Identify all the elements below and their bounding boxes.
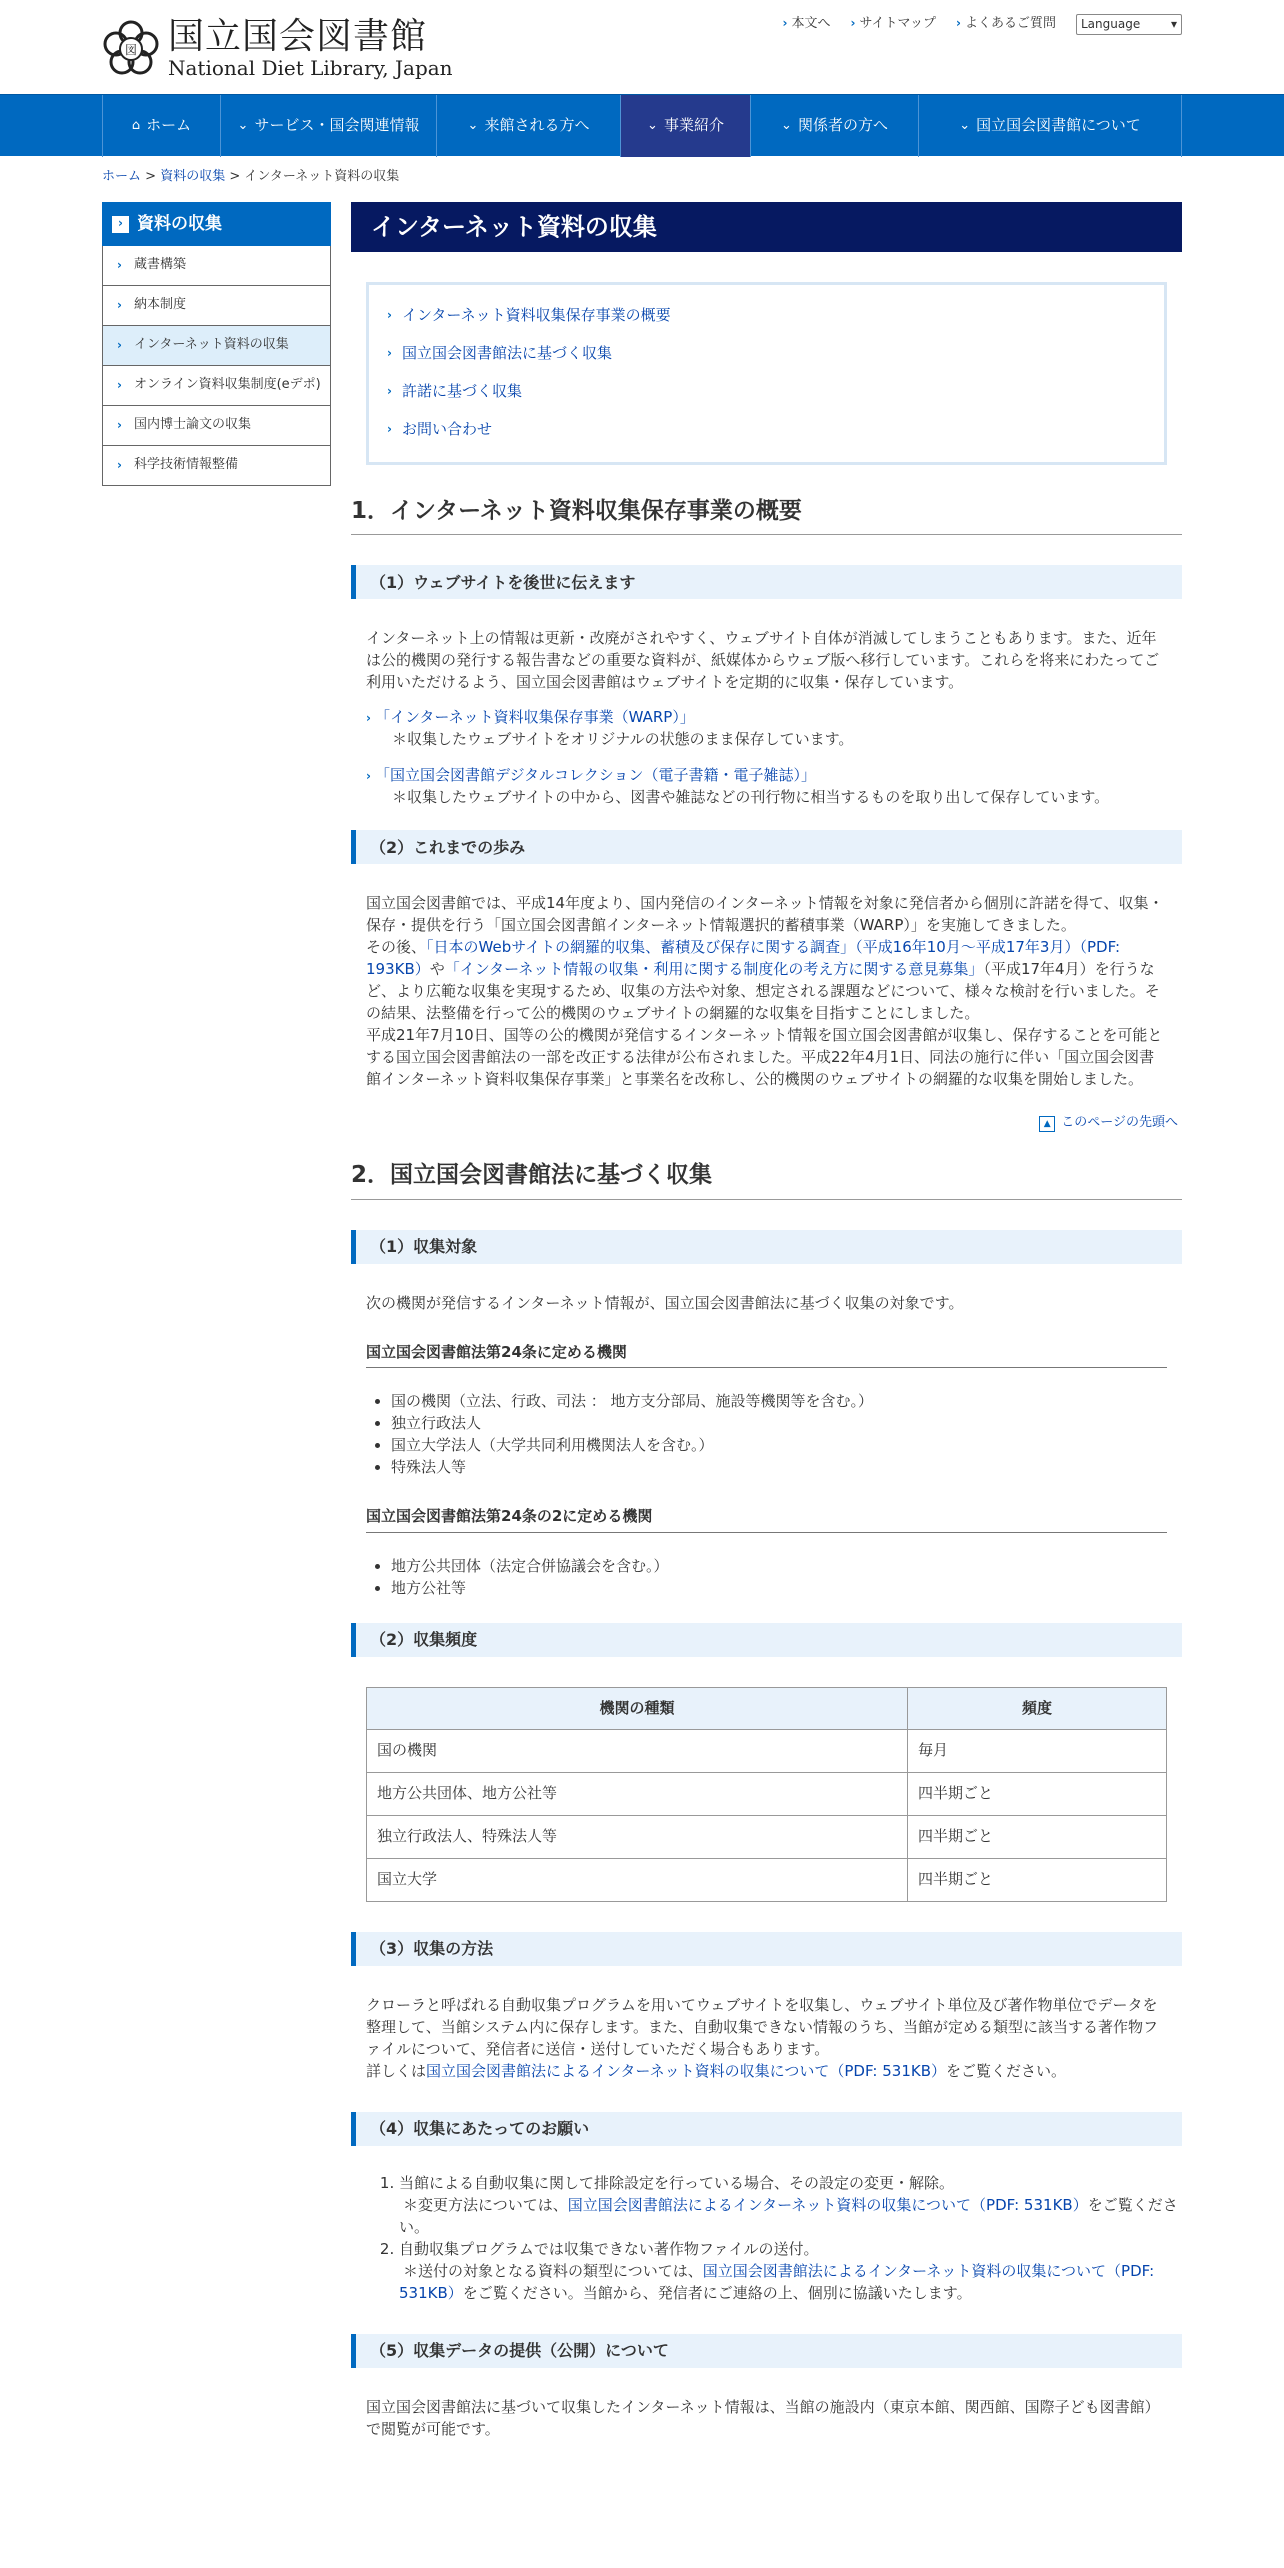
breadcrumb: ホーム > 資料の収集 > インターネット資料の収集 — [102, 169, 400, 184]
chevron-right-icon: › — [366, 711, 371, 726]
chevron-down-icon: ⌄ — [647, 117, 658, 133]
subsection-heading: （2）これまでの歩み — [351, 830, 1182, 864]
bullet-list — [391, 1390, 1182, 1478]
chevron-right-icon: › — [387, 384, 392, 399]
digital-collection-link[interactable]: 「国立国会図書館デジタルコレクション（電子書籍・電子雑誌）」 — [374, 765, 816, 784]
table-row: 国立大学 四半期ごと — [367, 1859, 1167, 1902]
link-list — [351, 707, 1182, 808]
sidebar-item-science[interactable]: › 科学技術情報整備 — [102, 446, 331, 486]
arrow-up-icon: ▲ — [1039, 1116, 1055, 1132]
frequency-table — [366, 1687, 1167, 1902]
language-select[interactable]: Language ▾ — [1076, 14, 1182, 35]
guide-pdf-link[interactable]: 国立国会図書館法によるインターネット資料の収集について（PDF: 531KB） — [399, 2262, 1155, 2303]
chevron-down-icon: ⌄ — [467, 117, 479, 133]
chevron-right-icon: › — [366, 768, 371, 783]
back-to-top[interactable]: ▲ このページの先頭へ — [351, 1114, 1182, 1133]
subsection-heading: （2）収集頻度 — [351, 1623, 1182, 1657]
public-comment-link[interactable]: 「インターネット情報の収集・利用に関する制度化の考え方に関する意見募集」 — [444, 960, 984, 979]
paragraph: 国立国会図書館では、平成14年度より、国内発信のインターネット情報を対象に発信者から個別に許諾を得て、収集・保存・提供を行う「国立国会図書館インターネット情報選択的蓄積事業（WARP）」を実施してきました。 その後、「日本のWebサイトの網羅的収集、蓄積及び保存に関する調査」（平成16年10月～平成17年3月）（PDF: 193KB）や「インターネット情報の収集・利用に関する制度化の考え方に関する意見募集」（平成17年4月）を行うなど、より広範な収集を実現するため、収集の方法や対象、想定される課題などについて、様々な検討を行いました。その結果、法整備を行って公的機関のウェブサイトの網羅的な収集を目指すことにしました。 平成21年7月10日、国等の公的機関が発信するインターネット情報を国立国会図書館が収集し、保存することを可能とする国立国会図書館法の一部を改正する法律が公布されました。平成22年4月1日、同法の施行に伴い「国立国会図書館インターネット資料収集保存事業」と事業名を改称し、公的機関のウェブサイトの網羅的な収集を開始しました。 — [366, 894, 1164, 1089]
sidebar-item-deposit[interactable]: › 納本制度 — [102, 286, 331, 326]
list-item: 2. 自動収集プログラムでは収集できない著作物ファイルの送付。 ＊送付の対象となる資料の類型については、国立国会図書館法によるインターネット資料の収集について（PDF: 531KB）をご覧ください。当館から、発信者にご連絡の上、個別に協議いたします。 — [399, 2238, 1182, 2304]
list-item: • 地方公共団体（法定合併協議会を含む。） — [391, 1555, 1182, 1577]
chevron-right-icon: › — [117, 377, 122, 392]
nav-services[interactable]: ⌄ サービス・国会関連情報 — [220, 95, 436, 157]
toc-item[interactable]: › インターネット資料収集保存事業の概要 — [387, 306, 671, 325]
table-row: 独立行政法人、特殊法人等 四半期ごと — [367, 1816, 1167, 1859]
minor-heading: 国立国会図書館法第24条の2に定める機関 — [351, 1506, 1182, 1533]
subsection-heading: （5）収集データの提供（公開）について — [351, 2334, 1182, 2368]
table-header: 機関の種類 — [367, 1688, 908, 1730]
bullet-list — [391, 1555, 1182, 1599]
nav-visitors[interactable]: ⌄ 来館される方へ — [436, 95, 620, 157]
util-link-main[interactable]: › 本文へ — [782, 16, 831, 32]
chevron-right-icon: › — [782, 16, 788, 31]
sidebar-item-collection[interactable]: › 蔵書構築 — [102, 246, 331, 286]
toc-item[interactable]: › お問い合わせ — [387, 420, 492, 439]
nav-about[interactable]: ⌄ 国立国会図書館について — [918, 95, 1182, 157]
chevron-right-icon: › — [387, 346, 392, 361]
util-link-sitemap[interactable]: › サイトマップ — [850, 16, 937, 32]
chevron-right-icon: › — [117, 457, 122, 472]
logo-flower-icon — [102, 20, 160, 78]
util-link-faq[interactable]: › よくあるご質問 — [956, 16, 1056, 32]
table-row: 国の機関 毎月 — [367, 1730, 1167, 1773]
sidebar — [102, 202, 331, 2440]
list-item: 1. 当館による自動収集に関して排除設定を行っている場合、その設定の変更・解除。 ＊変更方法については、国立国会図書館法によるインターネット資料の収集について（PDF: 531KB）をご覧ください。 — [399, 2172, 1182, 2238]
toc-item[interactable]: › 許諾に基づく収集 — [387, 382, 522, 401]
subsection-heading: （1）ウェブサイトを後世に伝えます — [351, 565, 1182, 599]
list-item: • 国の機関（立法、行政、司法 ： 地方支分部局、施設等機関等を含む。） — [391, 1390, 1182, 1412]
chevron-right-icon: › — [387, 422, 392, 437]
site-header — [0, 0, 1284, 94]
nav-home[interactable]: ⌂ ホーム — [102, 95, 220, 157]
home-icon: ⌂ — [131, 117, 141, 133]
subsection-heading: （3）収集の方法 — [351, 1932, 1182, 1966]
chevron-right-icon: › — [117, 257, 122, 272]
breadcrumb-parent[interactable]: 資料の収集 — [160, 169, 226, 184]
list-item: • 特殊法人等 — [391, 1456, 1182, 1478]
breadcrumb-current: インターネット資料の収集 — [244, 169, 400, 184]
subsection-heading: （4）収集にあたってのお願い — [351, 2112, 1182, 2146]
paragraph: クローラと呼ばれる自動収集プログラムを用いてウェブサイトを収集し、ウェブサイト単位及び著作物単位でデータを整理して、当館システム内に保存します。また、自動収集できない情報のうち、当館が定める類型に該当する著作物ファイルについて、発信者に送信・送付していただく場合もあります。 詳しくは国立国会図書館法によるインターネット資料の収集について（PDF: 531KB）をご覧ください。 — [366, 1996, 1159, 2081]
sidebar-item-theses[interactable]: › 国内博士論文の収集 — [102, 406, 331, 446]
svg-text:図: 図 — [124, 43, 138, 57]
chevron-right-icon: › — [112, 216, 129, 233]
warp-link[interactable]: 「インターネット資料収集保存事業（WARP）」 — [374, 708, 695, 727]
list-item: • 国立大学法人（大学共同利用機関法人を含む。） — [391, 1434, 1182, 1456]
nav-projects[interactable]: ⌄ 事業紹介 — [620, 95, 750, 157]
sidebar-item-internet[interactable]: › インターネット資料の収集 — [102, 326, 331, 366]
table-header: 頻度 — [908, 1688, 1167, 1730]
guide-pdf-link[interactable]: 国立国会図書館法によるインターネット資料の収集について（PDF: 531KB） — [567, 2196, 1088, 2215]
chevron-right-icon: › — [387, 308, 392, 323]
note: ＊収集したウェブサイトをオリジナルの状態のまま保存しています。 — [392, 730, 854, 749]
site-logo[interactable] — [102, 18, 453, 80]
sidebar-title[interactable]: › 資料の収集 — [102, 202, 331, 246]
sidebar-item-online[interactable]: › オンライン資料収集制度(eデポ) — [102, 366, 331, 406]
survey-pdf-link[interactable]: 「日本のWebサイトの網羅的収集、蓄積及び保存に関する調査」（平成16年10月～平成17年3月）（PDF: 193KB） — [366, 938, 1121, 979]
list-item: • 地方公社等 — [391, 1577, 1182, 1599]
minor-heading: 国立国会図書館法第24条に定める機関 — [351, 1342, 1182, 1369]
paragraph: インターネット上の情報は更新・改廃がされやすく、ウェブサイト自体が消滅してしまうこともあります。また、近年は公的機関の発行する報告書などの重要な資料が、紙媒体からウェブ版へ移行しています。これらを将来にわたってご利用いただけるよう、国立国会図書館はウェブサイトを定期的に収集・保存しています。 — [366, 629, 1160, 692]
logo-japanese: 国立国会図書館 — [168, 16, 428, 57]
list-item: • 独立行政法人 — [391, 1412, 1182, 1434]
chevron-right-icon: › — [117, 417, 122, 432]
subsection-heading: （1）収集対象 — [351, 1230, 1182, 1264]
chevron-down-icon: ⌄ — [237, 117, 249, 133]
page-title: インターネット資料の収集 — [351, 202, 1182, 252]
main-content — [351, 202, 1182, 2440]
chevron-down-icon: ⌄ — [959, 117, 971, 133]
chevron-right-icon: › — [956, 16, 961, 31]
chevron-down-icon: ⌄ — [781, 117, 792, 133]
guide-pdf-link[interactable]: 国立国会図書館法によるインターネット資料の収集について（PDF: 531KB） — [426, 2062, 947, 2081]
breadcrumb-home[interactable]: ホーム — [102, 169, 142, 184]
section-heading: 1．インターネット資料収集保存事業の概要 — [351, 495, 1182, 535]
paragraph: 次の機関が発信するインターネット情報が、国立国会図書館法に基づく収集の対象です。 — [366, 1293, 964, 1312]
chevron-right-icon: › — [117, 297, 122, 312]
chevron-right-icon: › — [117, 337, 122, 352]
note: ＊収集したウェブサイトの中から、図書や雑誌などの刊行物に相当するものを取り出して保存しています。 — [392, 787, 1110, 806]
table-row: 地方公共団体、地方公社等 四半期ごと — [367, 1773, 1167, 1816]
chevron-right-icon: › — [850, 16, 856, 31]
logo-english: National Diet Library, Japan — [168, 56, 453, 80]
utility-links — [783, 14, 1182, 35]
numbered-list — [399, 2172, 1182, 2304]
nav-stakeholders[interactable]: ⌄ 関係者の方へ — [750, 95, 918, 157]
toc-item[interactable]: › 国立国会図書館法に基づく収集 — [387, 344, 612, 363]
paragraph: 国立国会図書館法に基づいて収集したインターネット情報は、当館の施設内（東京本館、関西館、国際子ども図書館）で閲覧が可能です。 — [366, 2398, 1160, 2439]
global-nav — [0, 94, 1284, 156]
select-arrow-icon: ▾ — [1170, 17, 1177, 31]
table-of-contents — [366, 282, 1167, 465]
section-heading: 2．国立国会図書館法に基づく収集 — [351, 1159, 1182, 1199]
